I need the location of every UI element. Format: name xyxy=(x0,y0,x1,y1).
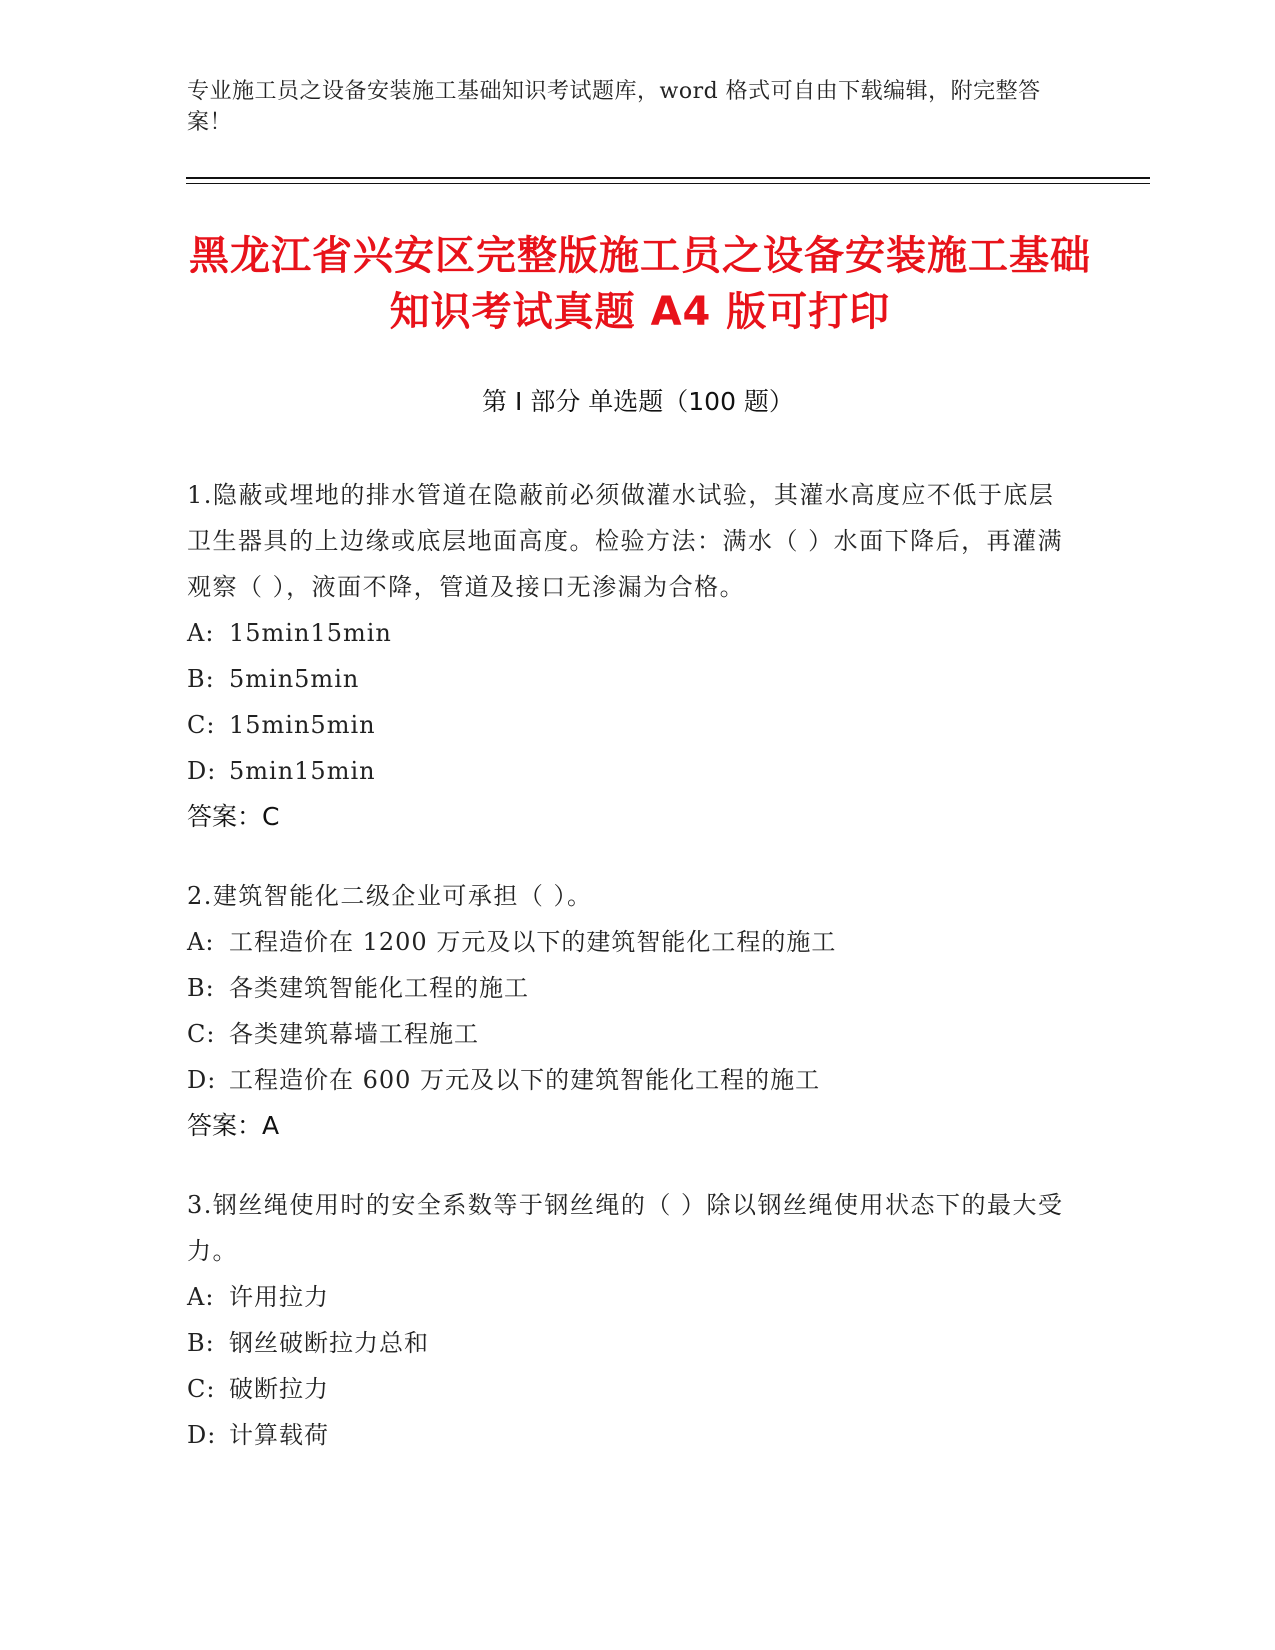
option-a xyxy=(187,919,1067,965)
option-text: 5min15min xyxy=(229,757,376,785)
option-text: 工程造价在 1200 万元及以下的建筑智能化工程的施工 xyxy=(229,928,837,956)
option-letter: A: xyxy=(187,1283,215,1311)
header-note: 专业施工员之设备安装施工基础知识考试题库，word 格式可自由下载编辑，附完整答案！ xyxy=(187,79,1041,135)
option-letter: D: xyxy=(187,1066,217,1094)
question-stem xyxy=(187,1182,1067,1274)
option-text: 钢丝破断拉力总和 xyxy=(229,1329,429,1357)
answer-label: 答案： xyxy=(187,1111,263,1140)
option-c xyxy=(187,1366,1067,1412)
answer-value: C xyxy=(262,802,280,831)
option-d xyxy=(187,1057,1067,1103)
option-text: 15min15min xyxy=(229,619,392,647)
option-letter: D: xyxy=(187,1421,217,1449)
header-rule-thin xyxy=(186,183,1150,184)
question-2 xyxy=(187,873,1067,1149)
question-text: 建筑智能化二级企业可承担（ ）。 xyxy=(212,882,593,910)
option-text: 计算载荷 xyxy=(229,1421,329,1449)
question-text: 钢丝绳使用时的安全系数等于钢丝绳的（ ）除以钢丝绳使用状态下的最大受力。 xyxy=(187,1191,1064,1265)
option-text: 5min5min xyxy=(229,665,360,693)
option-c xyxy=(187,702,1067,748)
option-text: 15min5min xyxy=(229,711,376,739)
question-1 xyxy=(187,472,1067,840)
option-text: 各类建筑幕墙工程施工 xyxy=(229,1020,479,1048)
option-b xyxy=(187,1320,1067,1366)
option-letter: C: xyxy=(187,711,216,739)
answer-label: 答案： xyxy=(187,802,263,831)
section-title: 第 I 部分 单选题（100 题） xyxy=(482,387,794,416)
question-3 xyxy=(187,1182,1067,1458)
option-letter: A: xyxy=(187,928,215,956)
option-letter: B: xyxy=(187,665,215,693)
question-stem xyxy=(187,873,1067,919)
option-text: 各类建筑智能化工程的施工 xyxy=(229,974,529,1002)
document-title: 黑龙江省兴安区完整版施工员之设备安装施工基础知识考试真题 A4 版可打印 xyxy=(189,233,1091,335)
option-text: 许用拉力 xyxy=(229,1283,329,1311)
option-letter: B: xyxy=(187,974,215,1002)
option-a xyxy=(187,1274,1067,1320)
question-text: 隐蔽或埋地的排水管道在隐蔽前必须做灌水试验，其灌水高度应不低于底层卫生器具的上边缘或底层地面高度。检验方法：满水（ ）水面下降后，再灌满观察（ ），液面不降，管道及接口无渗漏为合格。 xyxy=(187,481,1064,601)
option-letter: D: xyxy=(187,757,217,785)
header-rule-thick xyxy=(186,177,1150,179)
option-a xyxy=(187,610,1067,656)
option-letter: A: xyxy=(187,619,215,647)
option-letter: B: xyxy=(187,1329,215,1357)
option-b xyxy=(187,965,1067,1011)
answer-value: A xyxy=(262,1111,280,1140)
question-list xyxy=(187,472,1067,1491)
question-number: 3. xyxy=(187,1191,213,1219)
option-d xyxy=(187,1412,1067,1458)
option-letter: C: xyxy=(187,1020,216,1048)
answer-line xyxy=(187,1103,1067,1149)
option-d xyxy=(187,748,1067,794)
question-number: 2. xyxy=(187,882,213,910)
option-b xyxy=(187,656,1067,702)
option-text: 破断拉力 xyxy=(229,1375,329,1403)
option-letter: C: xyxy=(187,1375,216,1403)
option-text: 工程造价在 600 万元及以下的建筑智能化工程的施工 xyxy=(229,1066,821,1094)
question-stem xyxy=(187,472,1067,610)
option-c xyxy=(187,1011,1067,1057)
answer-line xyxy=(187,794,1067,840)
question-number: 1. xyxy=(187,481,213,509)
